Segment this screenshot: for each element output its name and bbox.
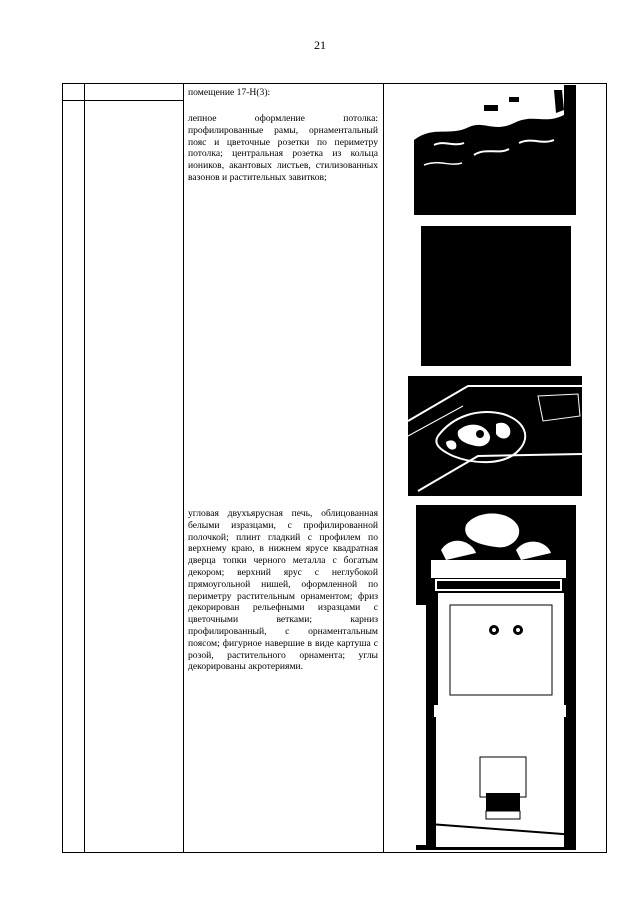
column-divider-3 [383, 84, 384, 852]
column-divider-1 [84, 84, 85, 852]
column-divider-2 [183, 84, 184, 852]
row-divider-top [63, 100, 183, 101]
page-number: 21 [314, 38, 326, 52]
room-heading: помещение 17-Н(3): [188, 87, 271, 98]
ceiling-dark-photo [421, 226, 571, 366]
ceiling-molding-photo [414, 85, 576, 215]
ceiling-description: лепное оформление потолка: профилированные рамы, орнаментальный пояс и цветочные розетки по периметру потолка; центральная розетка из кольца иоников, акантовых листьев, стилизованных вазонов и растительных завитков; [188, 113, 378, 183]
tiled-stove-photo [416, 505, 576, 850]
ceiling-rosette-photo [408, 376, 582, 496]
stove-description: угловая двухъярусная печь, облицованная белыми изразцами, с профилированной полочкой; плинт гладкий с профилем по верхнему краю, в нижнем ярусе квадратная дверца топки черного металла с богатым декором; верхний ярус с неглубокой прямоугольной нишей, оформленной по периметру растительным орнаментом; фриз декорирован рельефными изразцами с цветочными ветками; карниз профилированный, с орнаментальным поясом; фигурное навершие в виде картуша с розой, растительного орнамента; углы декорированы акротериями. [188, 508, 378, 673]
